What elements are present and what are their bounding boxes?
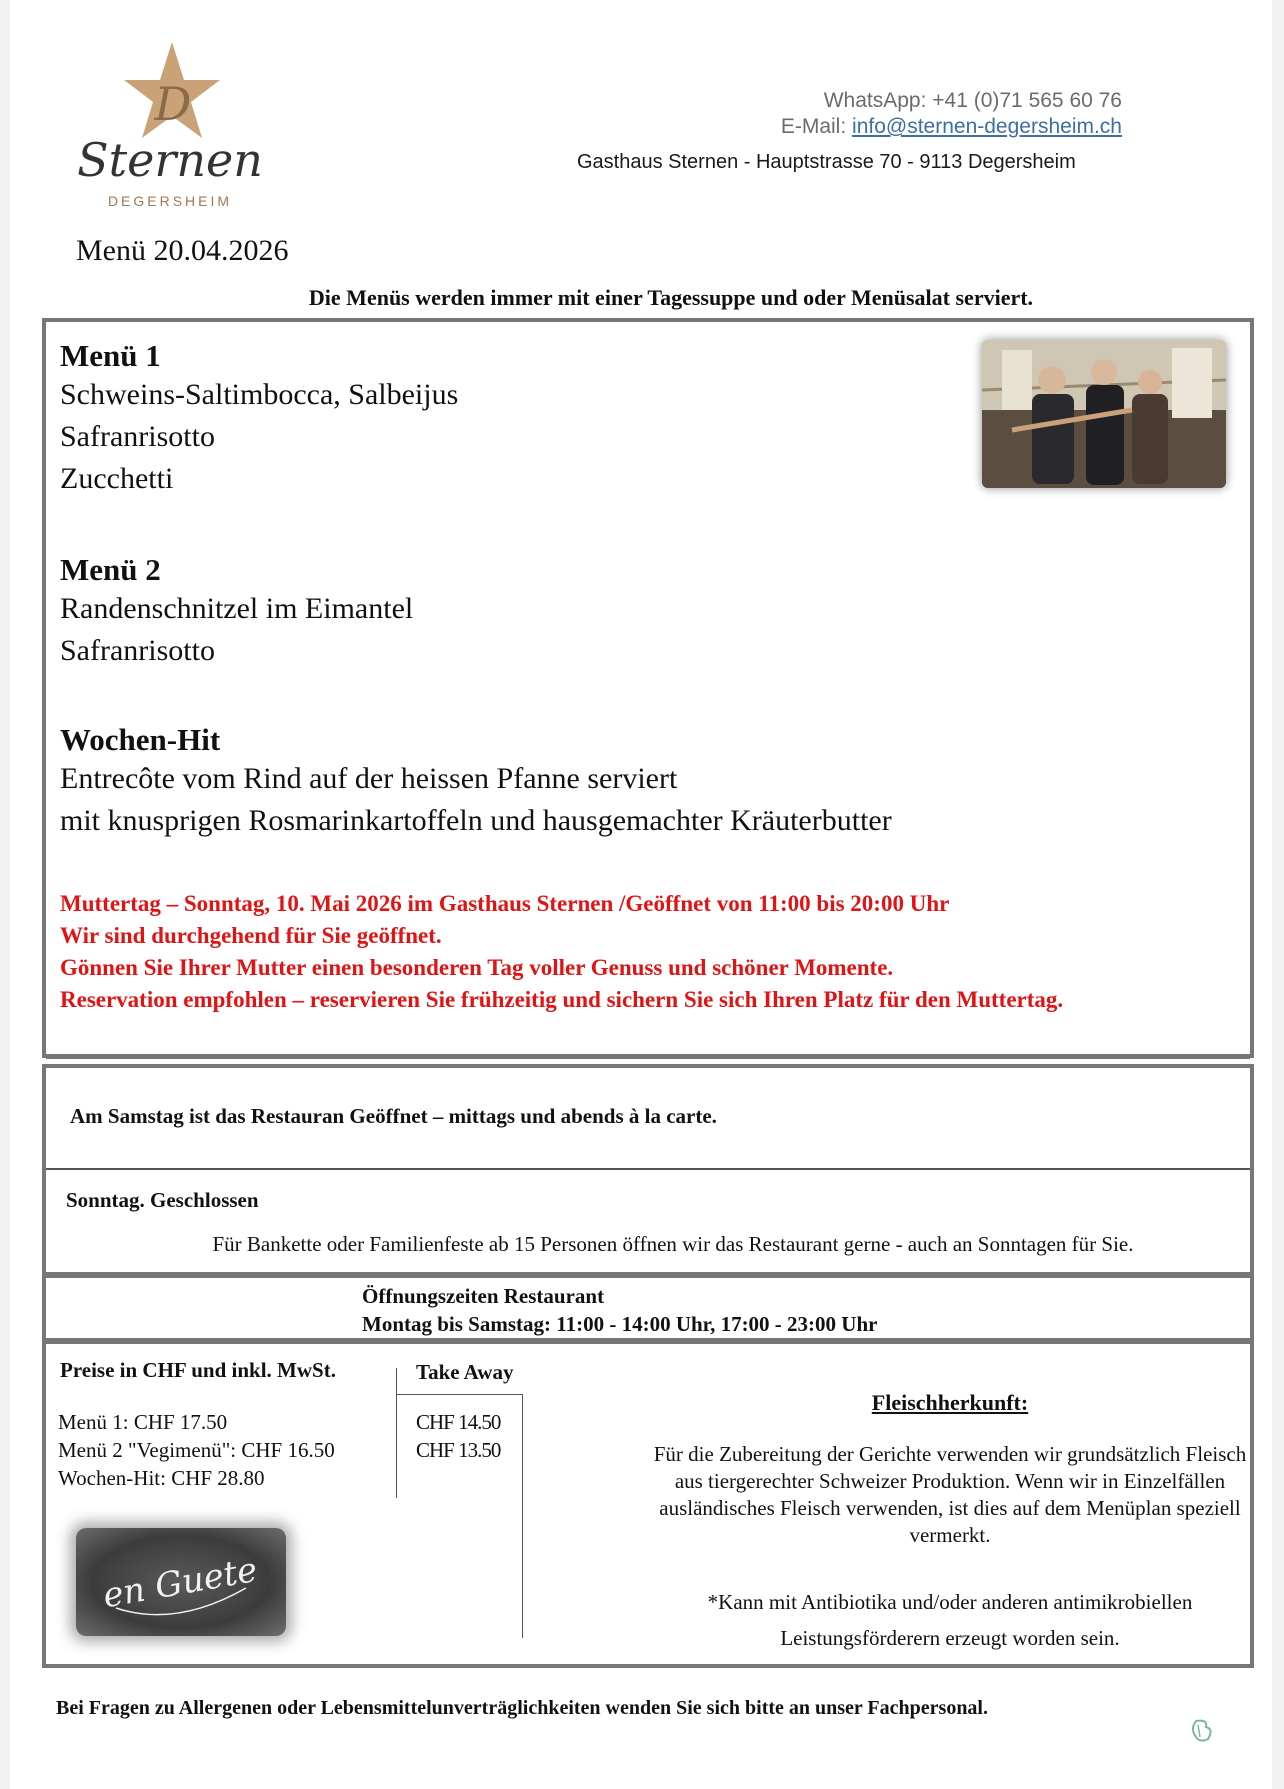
hours-title: Öffnungszeiten Restaurant [362,1284,605,1308]
team-photo [982,340,1226,488]
address: Gasthaus Sternen - Hauptstrasse 70 - 9113 Degersheim [577,151,1076,173]
logo-monogram: D [154,77,192,131]
wochen-hit-title: Wochen-Hit [60,722,221,757]
wochen-hit-line: mit knusprigen Rosmarinkartoffeln und hausgemachter Kräuterbutter [60,804,892,837]
sunday-info: Für Bankette oder Familienfeste ab 15 Personen öffnen wir das Restaurant gerne - auch an Sonntagen für Sie. [212,1232,1134,1256]
menu-2-section [60,552,413,672]
menu-1-title: Menü 1 [60,338,161,373]
fleisch-title: Fleischherkunft: [871,1390,1029,1415]
price-row: Menü 1: CHF 17.50 [58,1410,228,1434]
hours-text: Montag bis Samstag: 11:00 - 14:00 Uhr, 17:00 - 23:00 Uhr [362,1312,878,1336]
price-row: Wochen-Hit: CHF 28.80 [58,1466,265,1490]
en-guete-chalkboard [76,1528,286,1636]
email-label: E-Mail: [780,115,853,138]
restaurant-logo [70,38,270,218]
announcement-line: Reservation empfohlen – reservieren Sie frühzeitig und sichern Sie sich Ihren Platz für den Muttertag. [60,987,1064,1012]
announcement-line: Wir sind durchgehend für Sie geöffnet. [60,923,442,948]
hours-box [42,1274,1254,1342]
opening-info-box [42,1064,1254,1276]
menu-1-line: Zucchetti [60,462,174,495]
column-divider [396,1368,397,1498]
sunday-title: Sonntag. Geschlossen [66,1188,259,1212]
muttertag-announcement [60,888,1063,1016]
email-link[interactable]: info@sternen-degersheim.ch [852,115,1122,138]
bookmark-glyph [1186,1715,1218,1747]
takeaway-price: CHF 13.50 [416,1438,501,1462]
menu-2-line: Safranrisotto [60,634,215,667]
menu-1-line: Schweins-Saltimbocca, Salbeijus [60,378,459,411]
allergen-footer: Bei Fragen zu Allergenen oder Lebensmittelunverträglichkeiten wenden Sie sich bitte an unser Fachpersonal. [56,1697,988,1719]
bookmark-icon [1186,1715,1218,1747]
menu-1-line: Safranrisotto [60,420,215,453]
whatsapp-number: WhatsApp: +41 (0)71 565 60 76 [823,89,1122,112]
logo-wordmark: Sternen [77,133,263,187]
divider [396,1394,522,1395]
price-list [58,1408,335,1492]
fleisch-text: Für die Zubereitung der Gerichte verwenden wir grundsätzlich Fleisch aus tiergerechter Schweizer Produktion. Wenn wir in Einzelfällen ausländisches Fleisch verwenden, ist dies auf dem Menüplan speziell vermerkt. [653,1442,1247,1547]
menu-2-line: Randenschnitzel im Eimantel [60,592,414,625]
takeaway-price-list [416,1408,500,1464]
menu-page [10,0,1272,1789]
team-photo-image [982,340,1226,488]
takeaway-price: CHF 14.50 [416,1410,501,1434]
menu-date: Menü 20.04.2026 [76,234,289,267]
announcement-line: Muttertag – Sonntag, 10. Mai 2026 im Gasthaus Sternen /Geöffnet von 11:00 bis 20:00 Uhr [60,891,950,916]
announcement-line: Gönnen Sie Ihrer Mutter einen besonderen Tag voller Genuss und schöner Momente. [60,955,894,980]
en-guete-text: en Guete [99,1549,261,1617]
en-guete-image [76,1528,286,1636]
wochen-hit-line: Entrecôte vom Rind auf der heissen Pfanne serviert [60,762,678,795]
wochen-hit-section [60,722,892,842]
logo-subtitle: DEGERSHEIM [107,193,233,209]
prices-header: Preise in CHF und inkl. MwSt. [60,1358,336,1382]
takeaway-header: Take Away [416,1360,514,1384]
price-row: Menü 2 "Vegimenü": CHF 16.50 [58,1438,335,1462]
saturday-info: Am Samstag ist das Restauran Geöffnet – mittags und abends à la carte. [70,1104,717,1128]
menu-1-section [60,338,458,500]
contact-block [781,88,1122,140]
column-divider [522,1394,523,1638]
email-line [781,114,1122,140]
fleisch-note: *Kann mit Antibiotika und/oder anderen antimikrobiellen Leistungsförderern erzeugt worden sein. [707,1590,1193,1650]
divider [46,1168,1250,1170]
menu-2-title: Menü 2 [60,552,161,587]
divider [46,1056,1250,1059]
menu-subtitle: Die Menüs werden immer mit einer Tagessuppe und oder Menüsalat serviert. [308,285,1034,310]
star-logo-icon [70,38,270,218]
